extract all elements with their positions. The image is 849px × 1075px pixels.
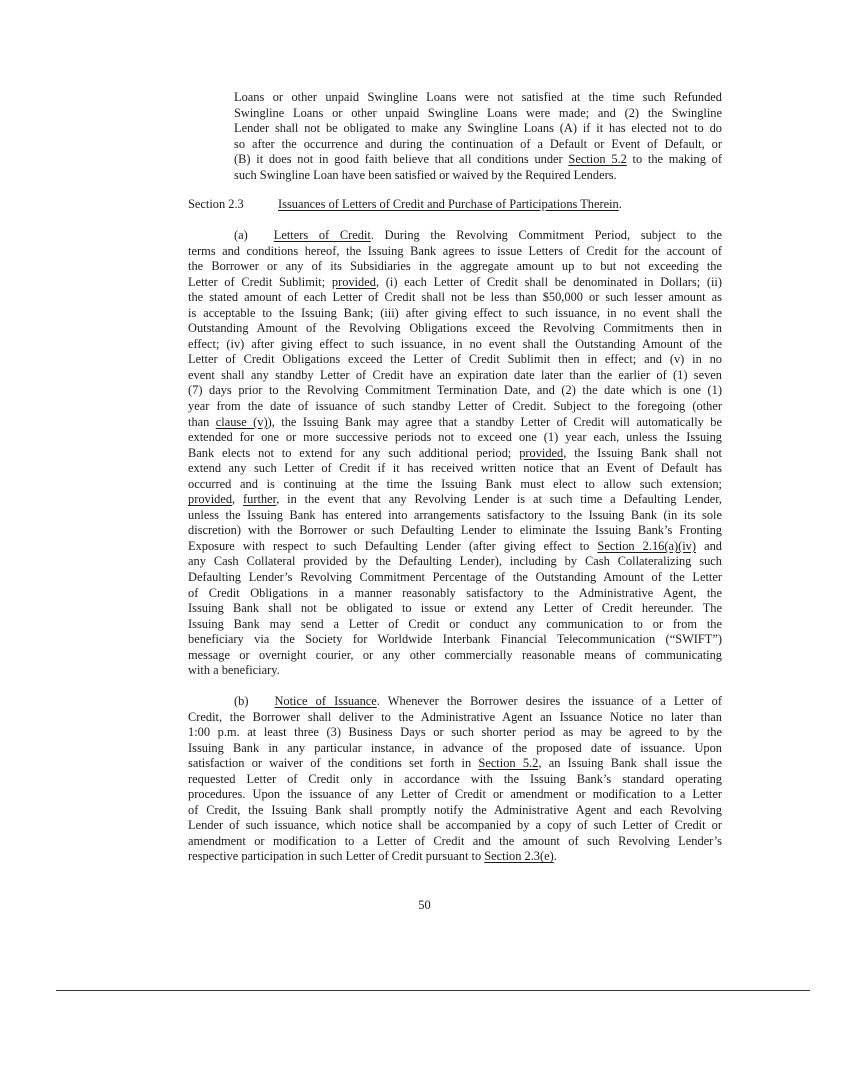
text-line: beneficiary via the Society for Worldwide Interbank Financial Telecommunication (“SWIFT”) <box>188 632 722 647</box>
cross-reference-link[interactable]: Section 5.2 <box>568 152 627 167</box>
section-number: Section 2.3 <box>188 197 244 211</box>
text-line: of Credit, the Issuing Bank shall promptly notify the Administrative Agent and each Revolving <box>188 802 722 817</box>
text-line: Lender of such issuance, which notice shall be accompanied by a copy of such Letter of Credit or <box>188 818 722 833</box>
paragraph-b <box>188 694 722 865</box>
text-line: 1:00 p.m. at least three (3) Business Days or such shorter period as may be agreed to by the <box>188 725 722 740</box>
text-line: is acceptable to the Issuing Bank; (iii) after giving effect to such issuance, in no event shall the <box>188 305 722 320</box>
section-title: Issuances of Letters of Credit and Purchase of Participations Therein <box>278 197 619 211</box>
cross-reference-link[interactable]: clause (v) <box>215 414 268 429</box>
text-line: Defaulting Lender’s Revolving Commitment Percentage of the Outstanding Amount of the Letter <box>188 570 722 585</box>
text-line: Outstanding Amount of the Revolving Obligations exceed the Revolving Commitments then in <box>188 321 722 336</box>
text-line: Issuing Bank may send a Letter of Credit or conduct any communication to or from the <box>188 616 722 631</box>
section-heading: Section 2.3 Issuances of Letters of Credit and Purchase of Participations Therein. <box>188 197 622 211</box>
further-term: further <box>243 492 277 507</box>
text-line: such Swingline Loan have been satisfied or waived by the Required Lenders. <box>234 167 617 182</box>
text-line: (a) Letters of Credit. During the Revolving Commitment Period, subject to the <box>234 228 723 242</box>
text-line: Credit, the Borrower shall deliver to the Administrative Agent an Issuance Notice no later than <box>188 709 722 724</box>
text-line: Loans or other unpaid Swingline Loans were not satisfied at the time such Refunded <box>234 90 722 104</box>
text-line: Exposure with respect to such Defaulting Lender (after giving effect to Section 2.16(a)(iv) and <box>188 538 722 553</box>
cross-reference-link[interactable]: Section 5.2 <box>478 756 539 771</box>
provided-term: provided <box>331 274 376 289</box>
paragraph-label: (a) <box>234 228 248 242</box>
text-line: the stated amount of each Letter of Credit shall not be less than $50,000 or such lesser amount as <box>188 290 722 305</box>
text-line: discretion) with the Borrower or such Defaulting Lender to eliminate the Issuing Bank’s Fronting <box>188 523 722 538</box>
text-line: Lender shall not be obligated to make any Swingline Loans (A) if it has elected not to do <box>234 121 722 136</box>
text-line: procedures. Upon the issuance of any Letter of Credit or amendment or modification to a Letter <box>188 787 722 802</box>
text-line: event shall any standby Letter of Credit have an expiration date later than the earlier of (1) seven <box>188 367 722 382</box>
paragraph-a <box>188 228 722 679</box>
text-line: message or overnight courier, or any other commercially reasonable means of communicating <box>188 647 722 662</box>
text-line: Letter of Credit Obligations exceed the Letter of Credit Sublimit then in effect; and (v) in no <box>188 352 722 367</box>
text-line: year from the date of issuance of such standby Letter of Credit. Subject to the foregoing (other <box>188 399 722 414</box>
text-line: extend any such Letter of Credit if it has received written notice that an Event of Default has <box>188 461 722 476</box>
text-line: (B) it does not in good faith believe that all conditions under Section 5.2 to the making of <box>234 152 722 167</box>
text-line: extended for one or more successive periods not to exceed one (1) year each, unless the Issuing <box>188 430 722 445</box>
text-line: Bank elects not to extend for any such additional period; provided, the Issuing Bank shall not <box>188 445 722 460</box>
provided-term: provided <box>188 492 233 507</box>
text-line: the Borrower or any of its Subsidiaries in the aggregate amount up to but not exceeding the <box>188 259 722 274</box>
text-line: than clause (v)), the Issuing Bank may agree that a standby Letter of Credit will automatically be <box>188 414 722 429</box>
text-line: occurred and is continuing at the time the Issuing Bank must elect to allow such extension; <box>188 476 722 491</box>
text-line: of Credit Obligations in a manner reasonably satisfactory to the Administrative Agent, the <box>188 585 722 600</box>
cross-reference-link[interactable]: Section 2.3(e) <box>484 849 554 864</box>
cross-reference-link[interactable]: Section 2.16(a)(iv) <box>597 538 697 553</box>
text-line: (b) Notice of Issuance. Whenever the Borrower desires the issuance of a Letter of <box>234 694 722 708</box>
text-line: Issuing Bank in any particular instance, in advance of the proposed date of issuance. Upon <box>188 740 722 755</box>
text-line: terms and conditions hereof, the Issuing Bank agrees to issue Letters of Credit for the account of <box>188 243 722 258</box>
text-line: Issuing Bank shall not be obligated to issue or extend any Letter of Credit hereunder. The <box>188 601 722 616</box>
text-line: Swingline Loans or other unpaid Swingline Loans were made; and (2) the Swingline <box>234 105 722 120</box>
text-line: respective participation in such Letter of Credit pursuant to Section 2.3(e). <box>188 849 557 864</box>
text-line: satisfaction or waiver of the conditions set forth in Section 5.2, an Issuing Bank shall issue the <box>188 756 722 771</box>
paragraph-label: (b) <box>234 694 249 708</box>
footer-divider <box>56 990 810 991</box>
text-line: provided, further, in the event that any Revolving Lender is at such time a Defaulting Lender, <box>188 492 722 507</box>
provided-term: provided <box>519 445 564 460</box>
text-line: unless the Issuing Bank has entered into arrangements satisfactory to the Issuing Bank (in its sole <box>188 507 722 522</box>
text-line: amendment or modification to a Letter of Credit and the amount of such Revolving Lender’s <box>188 833 722 848</box>
paragraph-caption: Letters of Credit <box>273 228 371 242</box>
text-line: so after the occurrence and during the continuation of a Default or Event of Default, or <box>234 136 722 151</box>
text-line: with a beneficiary. <box>188 663 280 678</box>
page-number: 50 <box>418 898 431 912</box>
text-line: Letter of Credit Sublimit; provided, (i) each Letter of Credit shall be denominated in Dollars; (ii) <box>188 274 722 289</box>
continuation-paragraph <box>234 90 722 183</box>
text-line: (7) days prior to the Revolving Commitment Termination Date, and (2) the date which is one (1) <box>188 383 722 398</box>
text-line: requested Letter of Credit only in accordance with the Issuing Bank’s standard operating <box>188 771 722 786</box>
text-line: effect; (iv) after giving effect to such issuance, in no event shall the Outstanding Amount of the <box>188 336 722 351</box>
paragraph-caption: Notice of Issuance <box>274 694 377 708</box>
text-line: any Cash Collateral provided by the Defaulting Lender), including by Cash Collateralizing such <box>188 554 722 569</box>
